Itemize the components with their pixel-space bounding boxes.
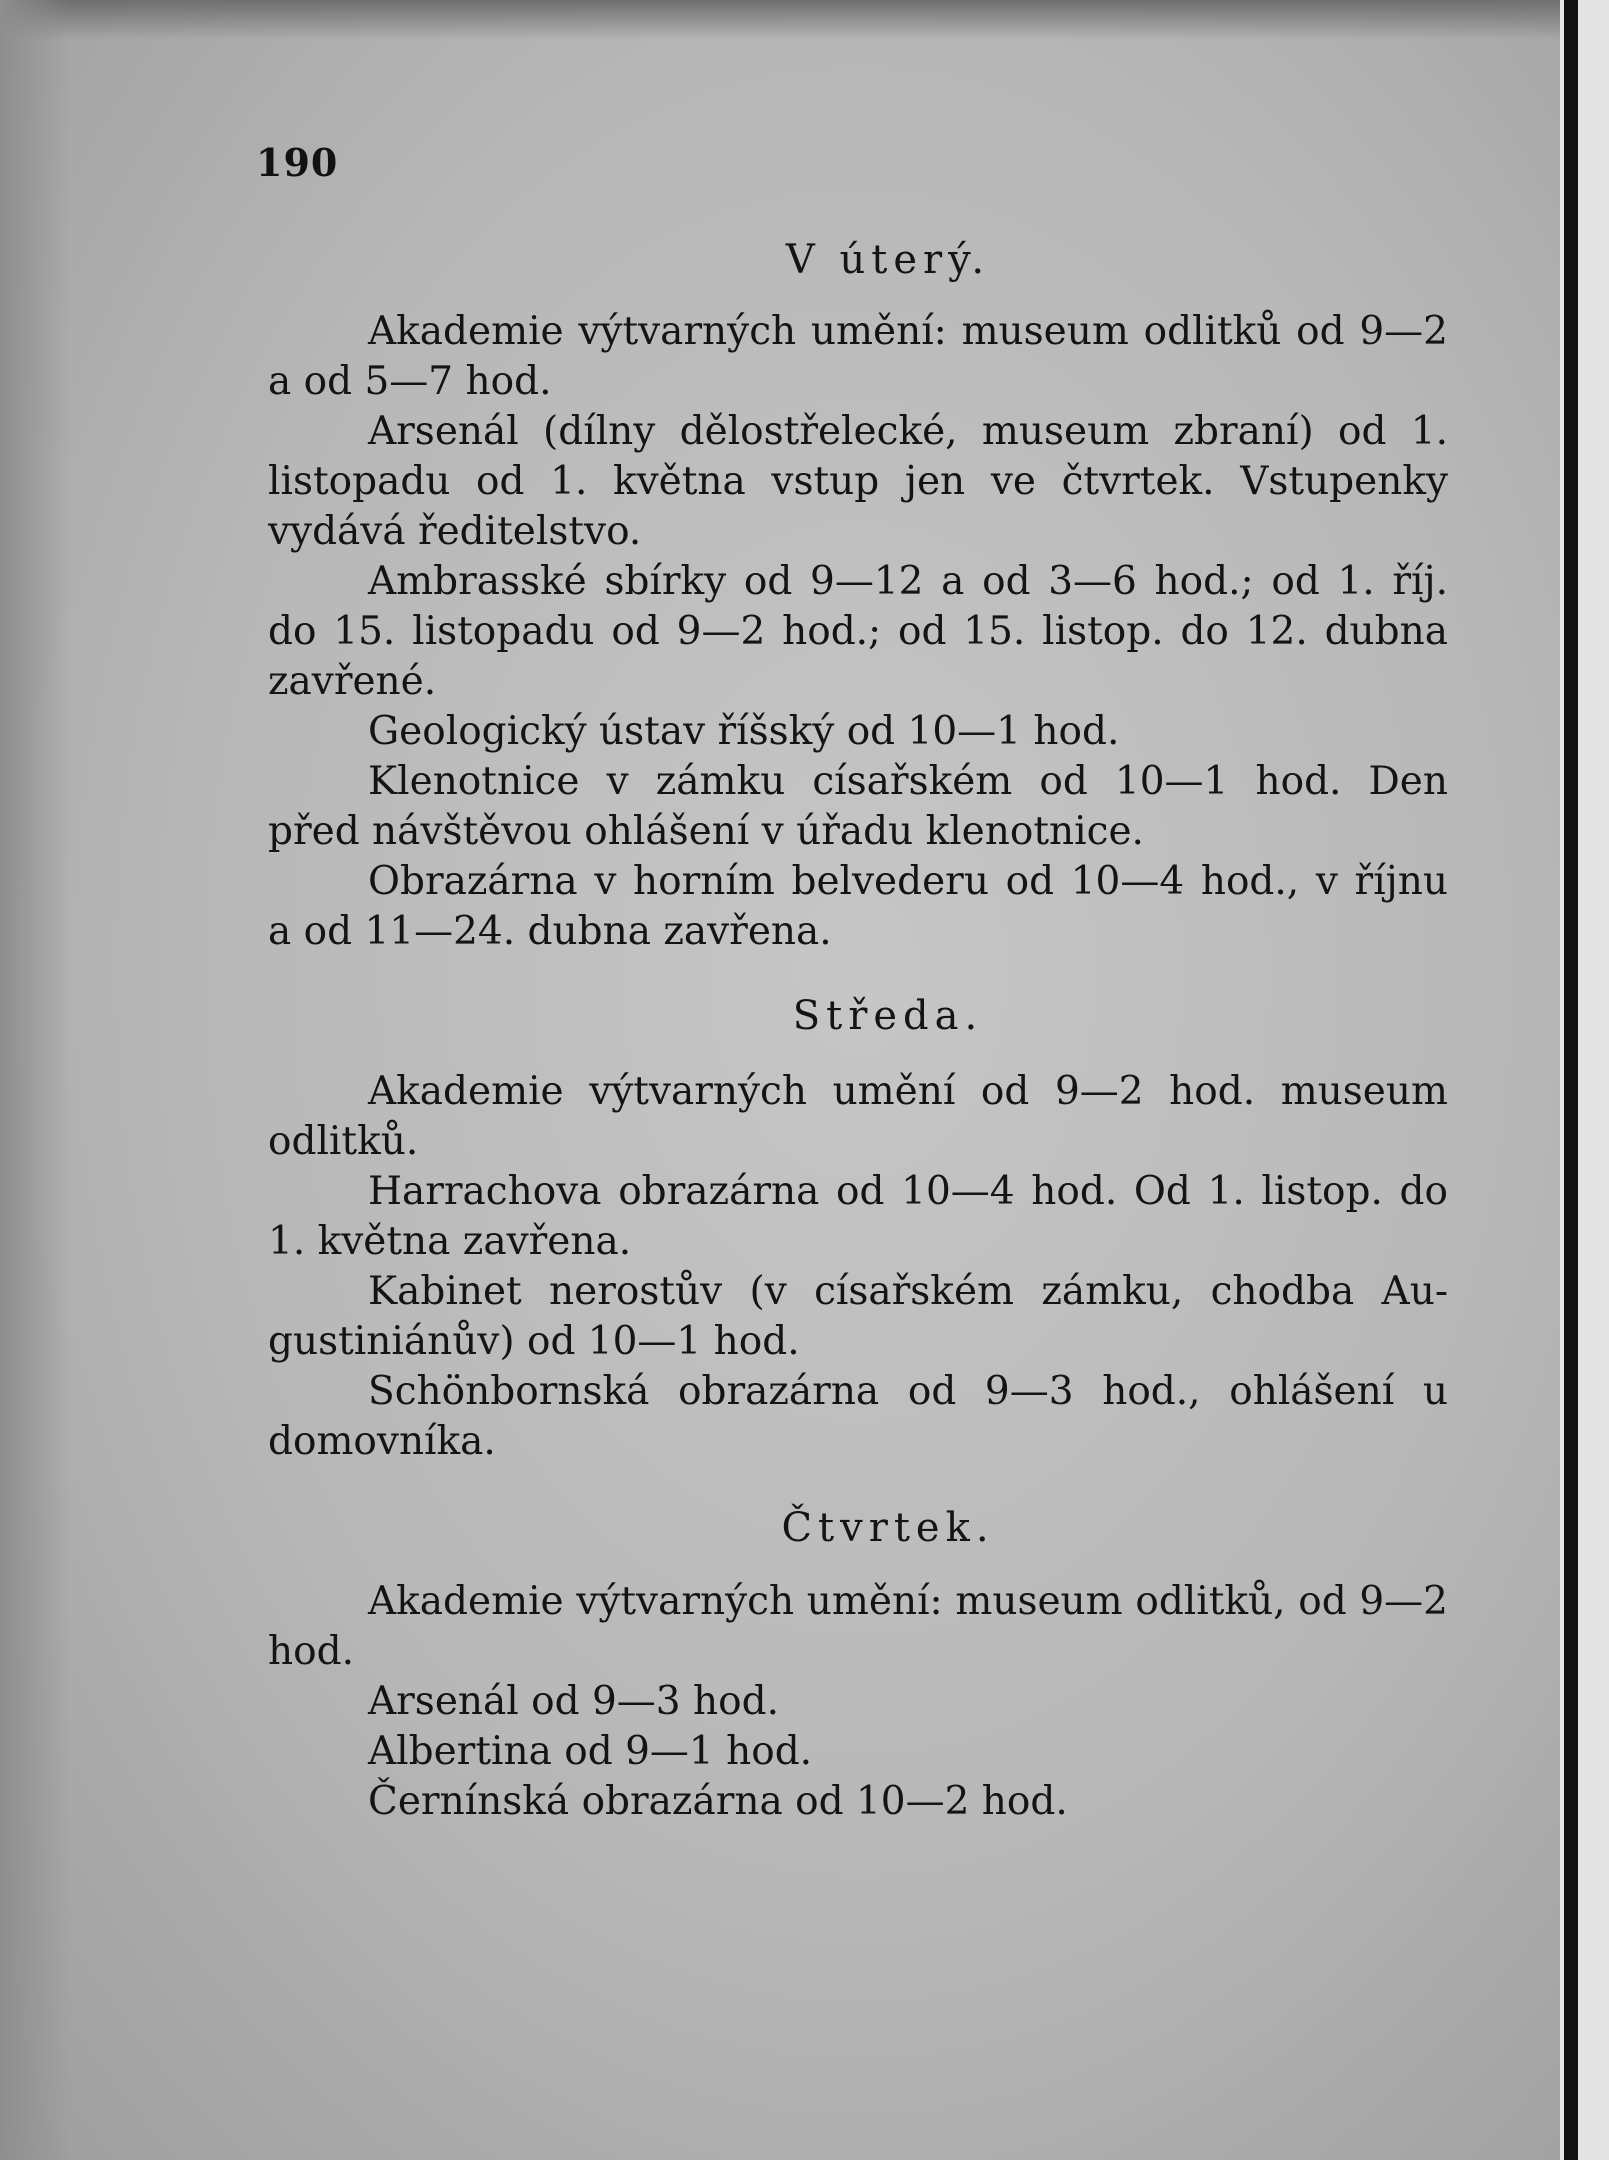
section-wednesday (268, 991, 1448, 1467)
page-number: 190 (256, 140, 339, 185)
entry: Arsenál od 9—3 hod. (368, 1679, 779, 1724)
entry: Harrachova obrazárna od 10—4 hod. Od 1. listop. do 1. května zavřena. (268, 1169, 1448, 1264)
page-content (268, 235, 1448, 1827)
section-tuesday (268, 235, 1448, 957)
day-heading-thursday: Čtvrtek. (781, 1505, 995, 1551)
entry: Akademie výtvarných umění: museum odlitků od 9—2 a od 5—7 hod. (268, 309, 1448, 404)
entry: Klenotnice v zámku císařském od 10—1 hod. Den před návštěvou ohlášení v úřadu klenotnice. (268, 759, 1448, 854)
entry: Akademie výtvarných umění: museum odlitků, od 9—2 hod. (268, 1579, 1448, 1674)
entry: Ambrasské sbírky od 9—12 a od 3—6 hod.; od 1. říj. do 15. listopadu od 9—2 hod.; od 15. listop. do 12. dubna zavřené. (268, 559, 1448, 704)
entry: Albertina od 9—1 hod. (368, 1729, 813, 1774)
day-heading-tuesday: V úterý. (785, 237, 991, 283)
entry: Schönbornská obrazárna od 9—3 hod., ohlášení u domovníka. (268, 1369, 1448, 1464)
section-thursday (268, 1503, 1448, 1827)
entry: Akademie výtvarných umění od 9—2 hod. museum odlitků. (268, 1069, 1448, 1164)
entry: Obrazárna v horním belvederu od 10—4 hod., v říjnu a od 11—24. dubna zavřena. (268, 859, 1448, 954)
binding-shadow (1564, 0, 1578, 2160)
page-edge (1560, 0, 1609, 2160)
day-heading-wednesday: Středa. (792, 993, 984, 1039)
entry: Černínská obrazárna od 10—2 hod. (368, 1779, 1068, 1824)
entry: Kabinet nerostův (v císařském zámku, chodba Augustiniánův) od 10—1 hod. (268, 1269, 1448, 1364)
entry: Arsenál (dílny dělostřelecké, museum zbraní) od 1. listopadu od 1. května vstup jen ve čtvrtek. Vstupenky vydává ředitelstvo. (268, 409, 1448, 554)
entry: Geologický ústav říšský od 10—1 hod. (368, 709, 1120, 754)
